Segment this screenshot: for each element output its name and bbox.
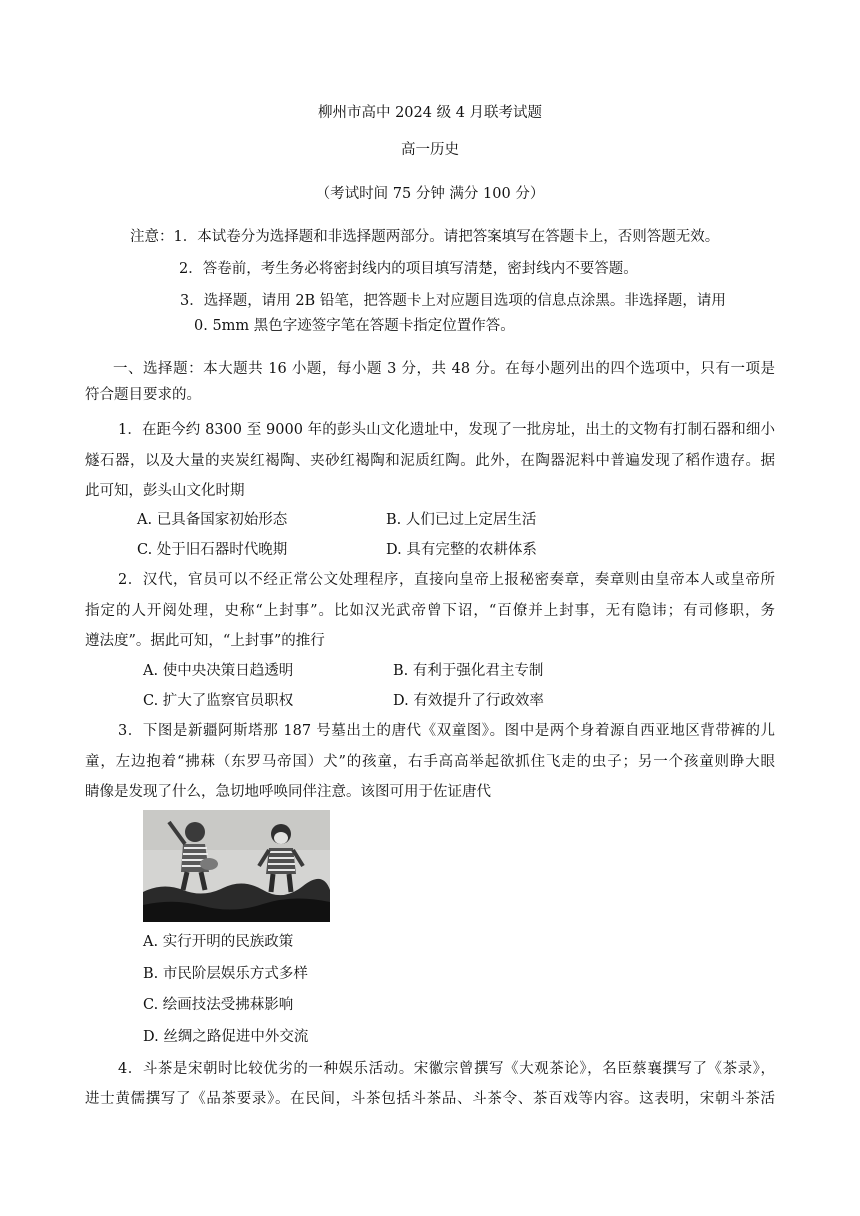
note-2: 2．答卷前，考生务必将密封线内的项目填写清楚，密封线内不要答题。: [179, 261, 638, 277]
q2-option-d: D. 有效提升了行政效率: [393, 693, 544, 709]
q1-line-2: 燧石器，以及大量的夹炭红褐陶、夹砂红褐陶和泥质红陶。此外，在陶器泥料中普遍发现了稻作遗存。据: [85, 453, 775, 469]
note-3: 3．选择题，请用 2B 铅笔，把答题卡上对应题目选项的信息点涂黑。非选择题，请用: [180, 293, 726, 309]
section-heading-line2: 符合题目要求的。: [85, 387, 201, 403]
q2-option-b: B. 有利于强化君主专制: [393, 663, 544, 679]
q1-option-d: D. 具有完整的农耕体系: [386, 542, 537, 558]
twin-children-painting: [143, 810, 330, 922]
q2-line-2: 指定的人开阅处理，史称“上封事”。比如汉光武帝曾下诏，“百僚并上封事，无有隐讳；有司修职，务: [85, 603, 775, 619]
section-heading-line1: 一、选择题：本大题共 16 小题，每小题 3 分，共 48 分。在每小题列出的四个选项中，只有一项是: [113, 361, 775, 377]
q2-line-1: 2．汉代，官员可以不经正常公文处理程序，直接向皇帝上报秘密奏章，奏章则由皇帝本人或皇帝所: [118, 572, 775, 588]
q1-line-3: 此可知，彭头山文化时期: [85, 483, 245, 499]
q1-option-c: C. 处于旧石器时代晚期: [137, 542, 288, 558]
q2-line-3: 遵法度”。据此可知，“上封事”的推行: [85, 633, 325, 649]
exam-title: 柳州市高中 2024 级 4 月联考试题: [317, 105, 543, 121]
q1-option-a: A. 已具备国家初始形态: [137, 512, 288, 528]
q1-line-1: 1．在距今约 8300 至 9000 年的彭头山文化遗址中，发现了一批房址，出土的文物有打制石器和细小: [118, 422, 775, 438]
q4-line-1: 4．斗茶是宋朝时比较优劣的一种娱乐活动。宋徽宗曾撰写《大观茶论》，名臣蔡襄撰写了《茶录》，: [118, 1061, 775, 1077]
q3-option-b: B. 市民阶层娱乐方式多样: [143, 966, 308, 982]
q3-option-d: D. 丝绸之路促进中外交流: [143, 1029, 309, 1045]
note-4: 0. 5mm 黑色字迹签字笔在答题卡指定位置作答。: [194, 318, 515, 334]
q3-option-c: C. 绘画技法受拂菻影响: [143, 997, 294, 1013]
twin-children-illustration: [143, 810, 330, 922]
exam-info: （考试时间 75 分钟 满分 100 分）: [315, 186, 545, 202]
exam-subject: 高一历史: [401, 142, 459, 158]
q2-option-c: C. 扩大了监察官员职权: [143, 693, 294, 709]
q1-option-b: B. 人们已过上定居生活: [386, 512, 537, 528]
note-1: 注意：1．本试卷分为选择题和非选择题两部分。请把答案填写在答题卡上，否则答题无效。: [130, 229, 720, 245]
q4-line-2: 进士黄儒撰写了《品茶要录》。在民间，斗茶包括斗茶品、斗茶令、茶百戏等内容。这表明，宋朝斗茶活: [85, 1091, 775, 1107]
q3-line-1: 3．下图是新疆阿斯塔那 187 号墓出土的唐代《双童图》。图中是两个身着源自西亚地区背带裤的儿: [118, 723, 775, 739]
q3-option-a: A. 实行开明的民族政策: [143, 934, 294, 950]
q2-option-a: A. 使中央决策日趋透明: [143, 663, 294, 679]
q3-line-2: 童，左边抱着“拂菻（东罗马帝国）犬”的孩童，右手高高举起欲抓住飞走的虫子；另一个孩童则睁大眼: [85, 754, 775, 770]
q3-line-3: 睛像是发现了什么，急切地呼唤同伴注意。该图可用于佐证唐代: [85, 784, 491, 800]
